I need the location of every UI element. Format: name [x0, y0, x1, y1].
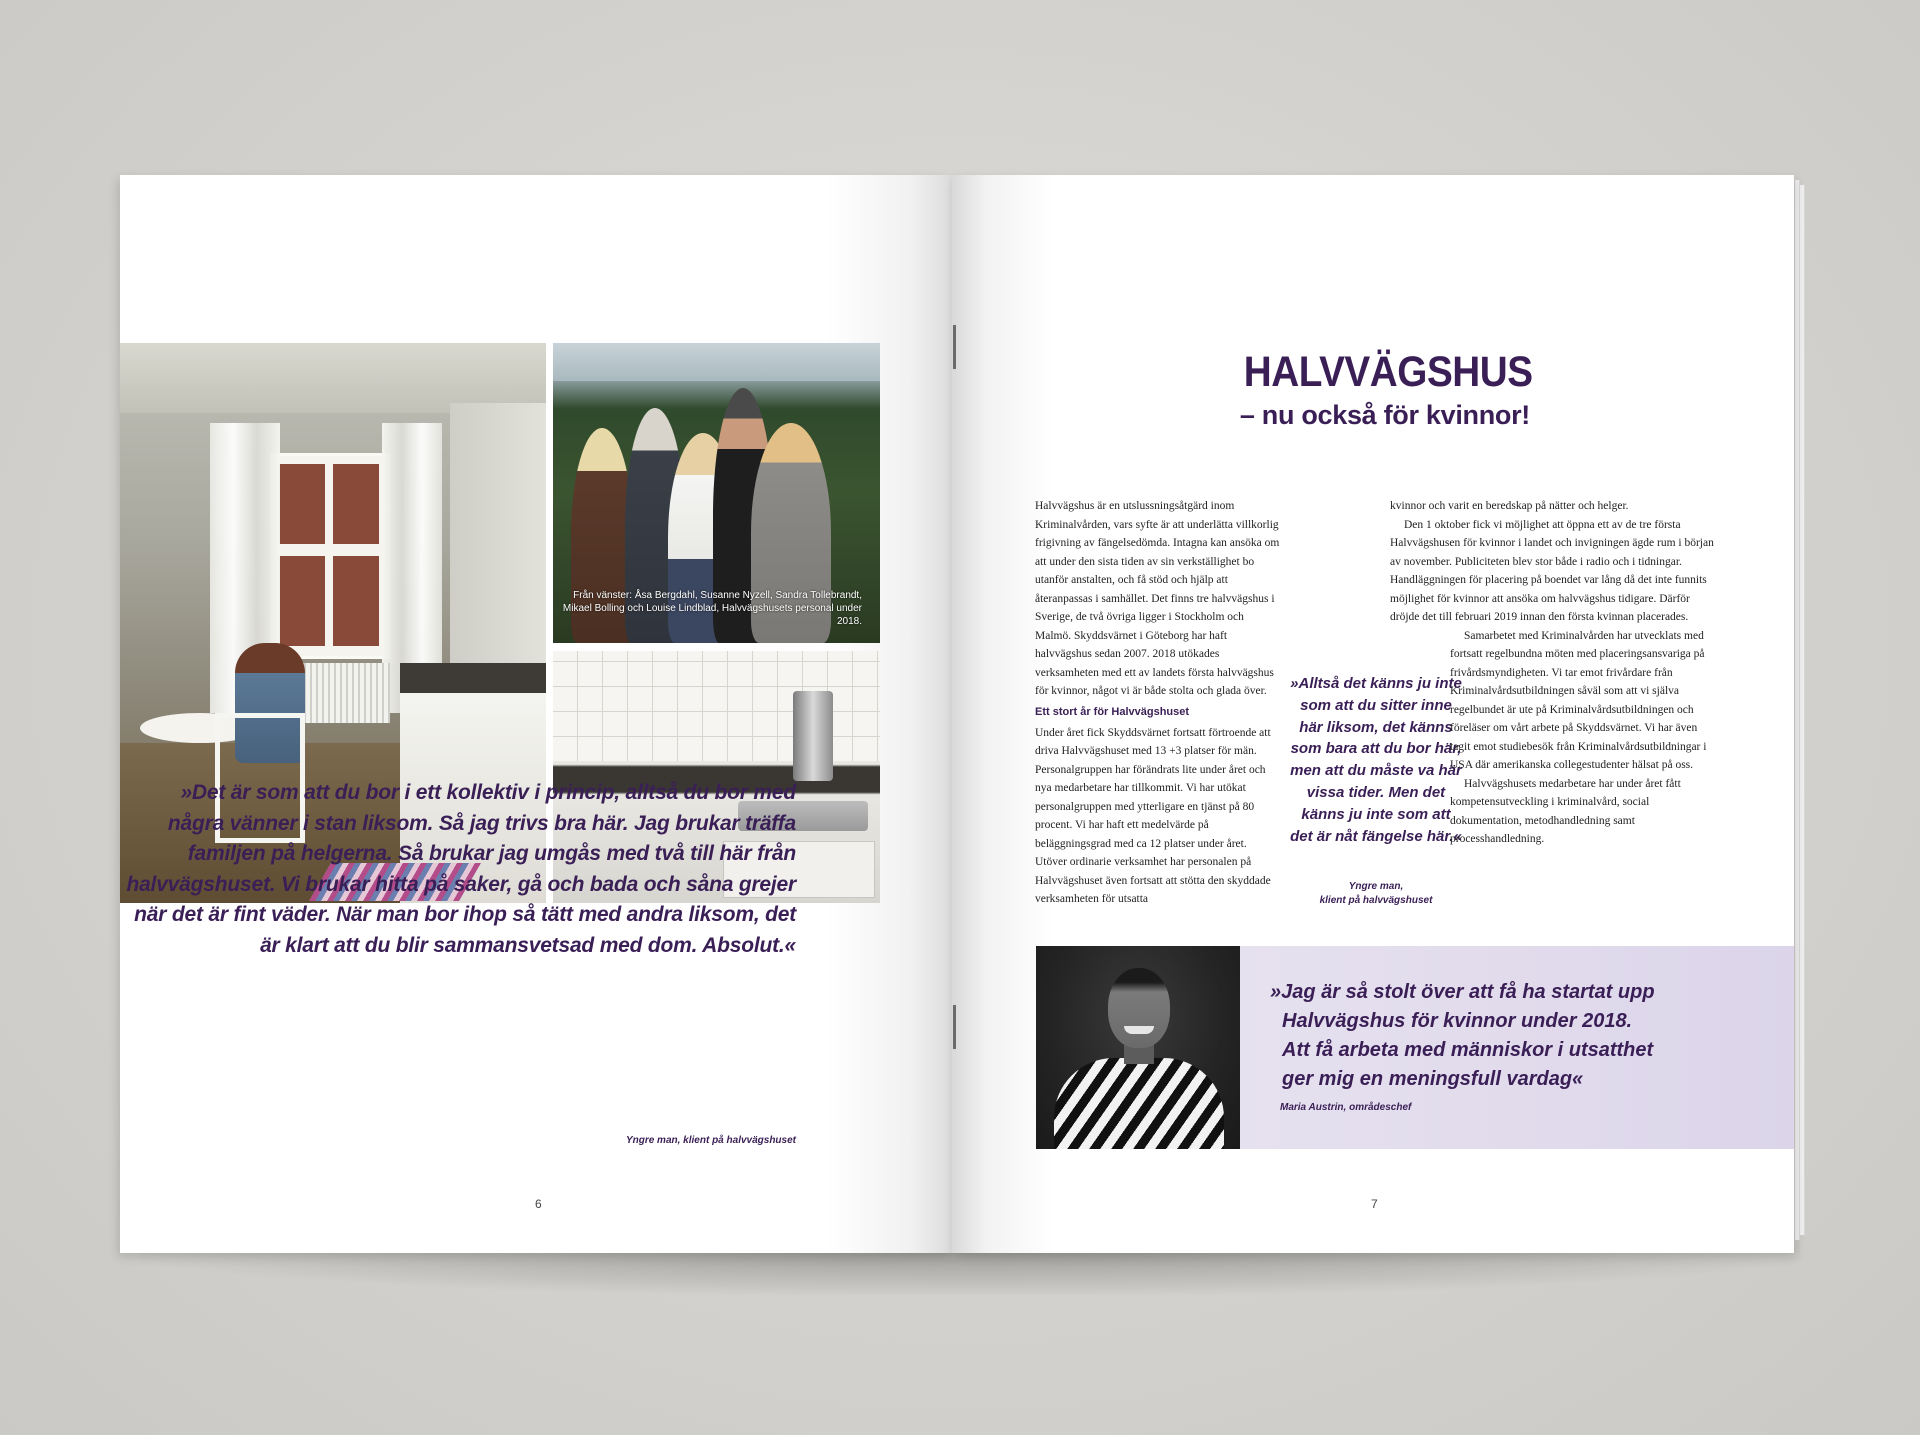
pull-quote-attribution-line: klient på halvvägshuset — [1319, 895, 1433, 906]
manager-quote-attribution: Maria Austrin, områdeschef — [1280, 1102, 1412, 1113]
manager-quote-line: ger mig en meningsfull vardag« — [1282, 1068, 1584, 1090]
paragraph: Halvvägshusets medarbetare har under året fått kompetensutveckling i kriminalvård, social dokumentation, metodhandledning samt processhandledning. — [1450, 777, 1681, 845]
section-paragraph: Under året fick Skyddsvärnet fortsatt förtroende att driva Halvvägshuset med 13 +3 platser för män. Personalgruppen har förändrats lite under året och nya medarbetare har tillkommit. Vi har utökat personalgruppen med ytterligare en tjänst på 80 procent. Vi har haft ett medelvärde på beläggningsgrad med ca 12 platser under året. Utöver ordinarie verksamhet har personalen på Halvvägshuset även fortsatt att stötta den skyddade verksamheten för utsatta — [1035, 726, 1271, 905]
binding-staple — [953, 1005, 956, 1049]
pull-quote: »Alltså det känns ju inte som att du sitter inne här liksom, det känns som bara att du bor här, men att du måste va här vissa tider. Men det känns ju inte som att det är nåt fängelse här.« — [1290, 675, 1462, 845]
pull-quote-attribution-line: Yngre man, — [1348, 881, 1404, 892]
body-column-1-section — [1035, 703, 1280, 909]
page-number-right: 7 — [1371, 1197, 1378, 1211]
page-number-left: 6 — [535, 1197, 542, 1211]
photo-caption: Från vänster: Åsa Bergdahl, Susanne Nyzell, Sandra Tollebrandt, Mikael Bolling och Louise Lindblad, Halvvägshusets personal under 2018. — [562, 590, 862, 627]
manager-quote — [1270, 978, 1690, 1094]
manager-quote-line: »Jag är så stolt över att få ha startat upp — [1270, 981, 1655, 1003]
manager-quote-line: Att få arbeta med människor i utsatthet — [1282, 1039, 1654, 1061]
client-quote-attribution: Yngre man, klient på halvvägshuset — [625, 1135, 796, 1146]
body-column-2 — [1390, 497, 1720, 849]
portrait-photo — [1036, 946, 1240, 1149]
page-edge — [1800, 185, 1805, 1235]
paragraph: kvinnor och varit en beredskap på nätter och helger. — [1390, 500, 1629, 512]
manager-quote-line: Halvvägshus för kvinnor under 2018. — [1282, 1010, 1633, 1032]
client-quote: »Det är som att du bor i ett kollektiv i princip, alltså du bor med några vänner i stan liksom. Så jag trivs bra här. Jag brukar träffa familjen på helgerna. Så brukar jag umgås med två till här från halvvägshuset. Vi brukar hitta på saker, gå och bada och såna grejer när det är fint väder. När man bor ihop så tätt med andra liksom, det är klart att du blir sammansvetsad med dom. Absolut.« — [126, 781, 796, 957]
page-subtitle: – nu också för kvinnor! — [1239, 400, 1530, 430]
staff-group-photo — [553, 343, 880, 643]
pull-quote-attribution — [1290, 880, 1462, 908]
paragraph: Samarbetet med Kriminalvården har utvecklats med fortsatt regelbundna möten med placeringsansvariga på frivårdsmyndigheten. Vi tar emot frivårdare från Kriminalvårdsutbildningen såväl som att vi själva regelbundet är ute på Kriminalvårdsutbildningen och föreläser om vårt arbete på Skyddsvärnet. Vi har även tagit emot studiebesök från Kriminalvårdsutbildningar i USA där amerikanska collegestudenter hälsat på oss. — [1450, 629, 1707, 771]
binding-staple — [953, 325, 956, 369]
body-column-1: Halvvägshus är en utslussningsåtgärd inom Kriminalvården, vars syfte är att underlätta villkorlig frigivning av fängelsedömda. Intagna kan ansöka om att under den sista tiden av sin verkställighet bo utanför anstalten, och få stöd och hjälp att återanpassas i samhället. Det finns tre halvvägshus i Sverige, de två övriga ligger i Stockholm och Malmö. Skyddsvärnet i Göteborg har haft halvvägshus sedan 2007. 2018 utökades verksamheten med ett av landets första halvvägshus för kvinnor, något vi är både stolta och glada över. — [1035, 500, 1280, 697]
left-page — [120, 175, 952, 1253]
page-title: HALVVÄGSHUS — [1243, 348, 1533, 396]
paragraph: Den 1 oktober fick vi möjlighet att öppna ett av de tre första Halvvägshusen för kvinnor i landet och invigningen ägde rum i början av november. Publiciteten blev stor både i radio och i tidningar. Handläggningen för placering på boendet var lång då det inte funnits möjlighet för kvinnor att ansöka om halvvägshus tidigare. Därför dröjde det till februari 2019 innan den första kvinnan placerades. — [1390, 518, 1714, 623]
section-subheading: Ett stort år för Halvvägshuset — [1035, 706, 1190, 718]
